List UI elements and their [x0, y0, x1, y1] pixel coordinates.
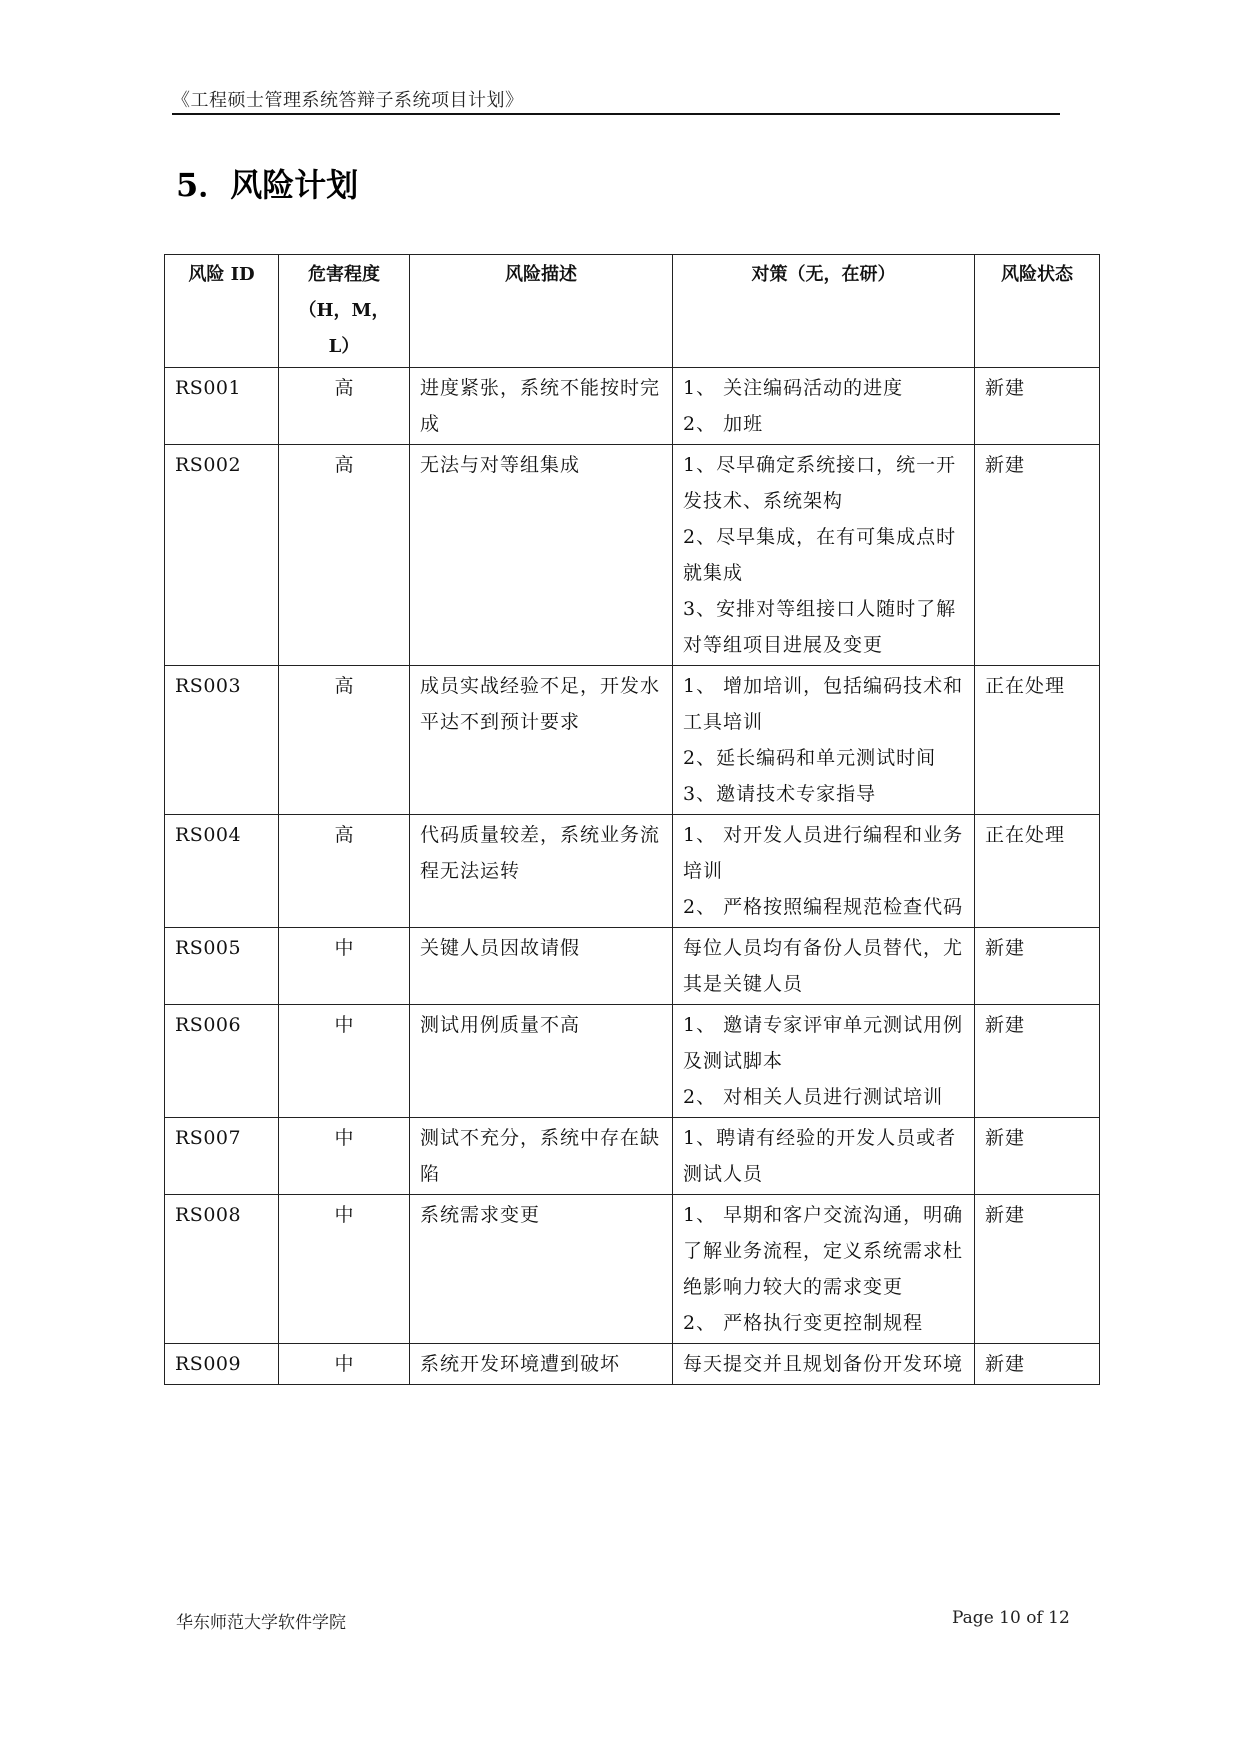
footer-institution: 华东师范大学软件学院: [176, 1613, 346, 1633]
table-row: [165, 815, 1100, 928]
document-header-title: 《工程硕士管理系统答辩子系统项目计划》: [172, 90, 524, 111]
measure-item: 1、 早期和客户交流沟通，明确了解业务流程，定义系统需求杜绝影响力较大的需求变更: [683, 1204, 964, 1298]
header-severity: 危害程度（H，M，L）: [279, 255, 410, 368]
measures-cell: [673, 445, 975, 666]
measure-item: 2、 对相关人员进行测试培训: [683, 1086, 944, 1108]
severity-cell: 中: [279, 1195, 410, 1344]
risk-id-cell: RS006: [165, 1005, 279, 1118]
measures-cell: [673, 666, 975, 815]
measure-item: 1、 邀请专家评审单元测试用例及测试脚本: [683, 1014, 964, 1072]
description-cell: 测试用例质量不高: [410, 1005, 673, 1118]
measure-item: 3、安排对等组接口人随时了解对等组项目进展及变更: [683, 598, 957, 656]
description-cell: 代码质量较差，系统业务流程无法运转: [410, 815, 673, 928]
description-cell: 系统开发环境遭到破坏: [410, 1344, 673, 1385]
risk-table-body: [165, 368, 1100, 1385]
description-cell: 系统需求变更: [410, 1195, 673, 1344]
table-row: [165, 1344, 1100, 1385]
measures-cell: [673, 1118, 975, 1195]
table-row: [165, 368, 1100, 445]
measure-item: 3、邀请技术专家指导: [683, 783, 877, 805]
measures-cell: [673, 815, 975, 928]
status-cell: 新建: [975, 1344, 1100, 1385]
status-cell: 正在处理: [975, 666, 1100, 815]
status-cell: 新建: [975, 928, 1100, 1005]
risk-plan-table: [164, 254, 1100, 1385]
description-cell: 测试不充分，系统中存在缺陷: [410, 1118, 673, 1195]
measures-cell: [673, 928, 975, 1005]
header-description: 风险描述: [410, 255, 673, 368]
measure-item: 每天提交并且规划备份开发环境: [683, 1353, 964, 1375]
measure-item: 2、 严格执行变更控制规程: [683, 1312, 924, 1334]
severity-cell: 高: [279, 666, 410, 815]
risk-id-cell: RS004: [165, 815, 279, 928]
severity-cell: 中: [279, 1344, 410, 1385]
table-row: [165, 445, 1100, 666]
table-row: [165, 928, 1100, 1005]
header-divider: [172, 113, 1060, 115]
measure-item: 1、 关注编码活动的进度: [683, 377, 904, 399]
header-risk-id: 风险 ID: [165, 255, 279, 368]
description-cell: 成员实战经验不足，开发水平达不到预计要求: [410, 666, 673, 815]
measure-item: 2、尽早集成，在有可集成点时就集成: [683, 526, 957, 584]
status-cell: 新建: [975, 1005, 1100, 1118]
measure-item: 每位人员均有备份人员替代，尤其是关键人员: [683, 937, 964, 995]
measures-cell: [673, 1195, 975, 1344]
status-cell: 新建: [975, 1195, 1100, 1344]
measures-cell: [673, 1005, 975, 1118]
risk-id-cell: RS008: [165, 1195, 279, 1344]
table-row: [165, 1195, 1100, 1344]
measure-item: 1、 增加培训，包括编码技术和工具培训: [683, 675, 964, 733]
measure-item: 1、聘请有经验的开发人员或者测试人员: [683, 1127, 957, 1185]
severity-cell: 中: [279, 928, 410, 1005]
measure-item: 1、尽早确定系统接口，统一开发技术、系统架构: [683, 454, 957, 512]
footer-page-number: Page 10 of 12: [952, 1608, 1070, 1628]
table-header-row: [165, 255, 1100, 368]
risk-id-cell: RS002: [165, 445, 279, 666]
status-cell: 新建: [975, 1118, 1100, 1195]
table-row: [165, 666, 1100, 815]
header-measures: 对策（无，在研）: [673, 255, 975, 368]
table-row: [165, 1005, 1100, 1118]
section-title: 5．风险计划: [176, 166, 359, 204]
severity-cell: 中: [279, 1118, 410, 1195]
table-row: [165, 1118, 1100, 1195]
status-cell: 正在处理: [975, 815, 1100, 928]
severity-cell: 高: [279, 815, 410, 928]
measure-item: 2、延长编码和单元测试时间: [683, 747, 937, 769]
description-cell: 关键人员因故请假: [410, 928, 673, 1005]
severity-cell: 高: [279, 368, 410, 445]
risk-id-cell: RS003: [165, 666, 279, 815]
header-status: 风险状态: [975, 255, 1100, 368]
risk-id-cell: RS007: [165, 1118, 279, 1195]
measures-cell: [673, 368, 975, 445]
measure-item: 2、 加班: [683, 413, 764, 435]
measures-cell: [673, 1344, 975, 1385]
description-cell: 无法与对等组集成: [410, 445, 673, 666]
severity-cell: 高: [279, 445, 410, 666]
measure-item: 2、 严格按照编程规范检查代码: [683, 896, 964, 918]
risk-id-cell: RS005: [165, 928, 279, 1005]
description-cell: 进度紧张，系统不能按时完成: [410, 368, 673, 445]
status-cell: 新建: [975, 368, 1100, 445]
status-cell: 新建: [975, 445, 1100, 666]
severity-cell: 中: [279, 1005, 410, 1118]
measure-item: 1、 对开发人员进行编程和业务培训: [683, 824, 964, 882]
risk-id-cell: RS001: [165, 368, 279, 445]
risk-id-cell: RS009: [165, 1344, 279, 1385]
